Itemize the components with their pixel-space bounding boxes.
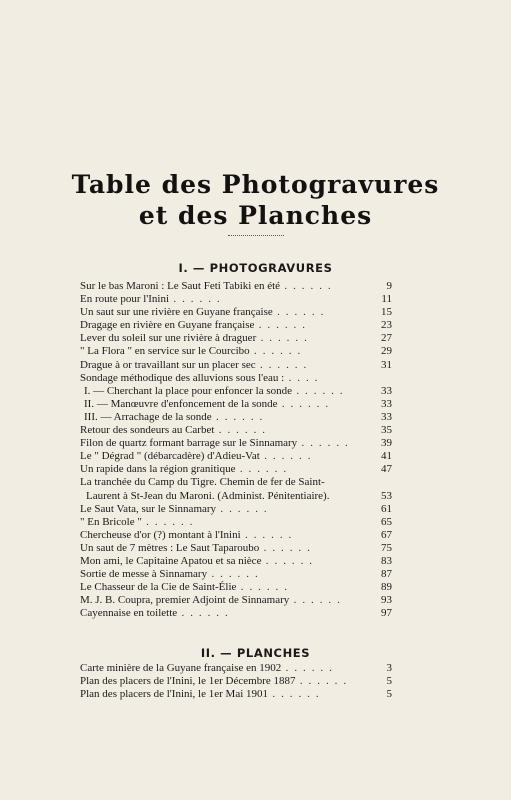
page-number: 5	[386, 675, 392, 688]
leader-dots: . . . . . .	[211, 410, 264, 423]
page-number: 97	[381, 607, 392, 620]
leader-dots: . . . . . .	[259, 450, 313, 463]
toc-entry	[80, 411, 392, 424]
entry-title: II. — Manœuvre d'enfoncement de la sonde	[84, 397, 278, 410]
leader-dots: . . . . . .	[254, 319, 307, 332]
page-number: 61	[381, 502, 392, 515]
leader-dots: . . . . . .	[177, 607, 230, 620]
entry-title: Le " Dégrad " (débarcadère) d'Adieu-Vat	[80, 450, 260, 463]
toc-entry	[80, 476, 392, 502]
divider	[228, 235, 284, 236]
entry-title: Retour des sondeurs au Carbet	[80, 424, 215, 437]
page-number: 23	[381, 319, 392, 332]
toc-entry	[80, 450, 392, 463]
page-number: 33	[381, 397, 392, 410]
page-number: 31	[381, 358, 392, 371]
entry-title: " En Bricole "	[80, 515, 142, 528]
leader-dots: . . . . . .	[259, 541, 312, 554]
leader-dots: . . . . . .	[236, 581, 289, 594]
entry-title: Sortie de messe à Sinnamary	[80, 568, 208, 581]
page-subtitle: et des Planches	[138, 201, 373, 230]
leader-dots: . . . . . .	[281, 662, 334, 674]
leader-dots: . . . . . .	[207, 568, 260, 581]
entry-title: Un saut de 7 mètres : Le Saut Taparoubo	[80, 541, 260, 554]
entry-title: " La Flora " en service sur le Courcibo	[80, 345, 250, 358]
leader-dots: . . . . . .	[277, 397, 330, 410]
leader-dots: . . . .	[284, 371, 320, 384]
toc-entry	[80, 293, 392, 306]
leader-dots: . . . . . .	[214, 424, 267, 437]
toc-entry	[80, 594, 392, 607]
toc-entry	[80, 503, 392, 516]
toc-entry	[80, 542, 392, 555]
toc-entry	[80, 581, 392, 594]
toc-entry	[80, 662, 392, 675]
entry-title: I. — Cherchant la place pour enfoncer la sonde	[84, 384, 292, 397]
toc-entry	[80, 332, 392, 345]
page-number: 33	[381, 384, 392, 397]
entry-title: Carte minière de la Guyane française en 1902	[80, 662, 282, 674]
toc-entry	[80, 424, 392, 437]
entry-title: Plan des placers de l'Inini, le 1er Décembre 1887	[80, 675, 296, 688]
leader-dots: . . . . . .	[216, 502, 269, 515]
toc-entry	[80, 568, 392, 581]
toc-entry	[80, 306, 392, 319]
leader-dots: . . . . . .	[280, 280, 333, 292]
leader-dots: . . . . . .	[249, 345, 302, 358]
leader-dots: . . . . . .	[169, 293, 222, 306]
toc-entry	[80, 675, 392, 688]
entry-title: Chercheuse d'or (?) montant à l'Inini	[80, 528, 241, 541]
leader-dots: . . . . . .	[297, 437, 350, 450]
entry-title: Drague à or travaillant sur un placer sec	[80, 358, 256, 371]
leader-dots: . . . . . .	[256, 332, 309, 345]
page-number: 67	[381, 528, 392, 541]
entry-title-continued: Laurent à St-Jean du Maroni. (Administ. Pénitentiaire).	[86, 489, 330, 502]
entry-title: La tranchée du Camp du Tigre. Chemin de fer de Saint-	[80, 476, 325, 489]
entry-title: Filon de quartz formant barrage sur le Sinnamary	[80, 437, 298, 450]
entry-title: M. J. B. Coupra, premier Adjoint de Sinnamary	[80, 594, 290, 607]
page-number: 11	[381, 293, 392, 306]
toc-entry	[80, 688, 392, 701]
leader-dots: . . . . . .	[261, 554, 314, 567]
toc-entry	[80, 529, 392, 542]
page-number: 53	[381, 489, 392, 502]
entry-title: Lever du soleil sur une rivière à draguer	[80, 332, 257, 345]
page-number: 39	[381, 437, 392, 450]
page-number: 41	[381, 450, 392, 463]
toc-entry	[80, 385, 392, 398]
page-number: 27	[381, 332, 392, 345]
toc-entry	[80, 345, 392, 358]
page-number: 35	[381, 424, 392, 437]
toc-entry	[80, 437, 392, 450]
leader-dots: . . . . . .	[289, 594, 342, 607]
photogravures-list	[80, 280, 392, 620]
entry-title: III. — Arrachage de la sonde	[84, 410, 212, 423]
leader-dots: . . . . . .	[268, 688, 321, 701]
page-number: 93	[381, 594, 392, 607]
entry-title: Un saut sur une rivière en Guyane française	[80, 306, 273, 319]
planches-list	[80, 662, 392, 701]
page-number: 3	[386, 662, 392, 674]
toc-entry	[80, 359, 392, 372]
page-number: 33	[381, 410, 392, 423]
entry-title: Dragage en rivière en Guyane française	[80, 319, 255, 332]
toc-entry	[80, 555, 392, 568]
entry-title: Mon ami, le Capitaine Apatou et sa nièce	[80, 554, 262, 567]
page-number: 29	[381, 345, 392, 358]
toc-entry	[80, 516, 392, 529]
page-number: 75	[381, 541, 392, 554]
leader-dots: . . . . . .	[255, 358, 308, 371]
page-title: Table des Photogravures	[71, 170, 440, 199]
entry-title: Un rapide dans la région granitique	[80, 463, 236, 476]
toc-entry	[80, 607, 392, 620]
toc-entry	[80, 319, 392, 332]
section-heading-photogravures: I. — PHOTOGRAVURES	[178, 261, 333, 275]
section-heading-planches: II. — PLANCHES	[200, 646, 311, 660]
leader-dots: . . . . . .	[235, 463, 288, 476]
leader-dots: . . . . . .	[272, 306, 325, 319]
page-number: 47	[381, 463, 392, 476]
page-number: 89	[381, 581, 392, 594]
leader-dots: . . . . . .	[295, 675, 348, 688]
page-number: 5	[386, 688, 392, 701]
entry-title: Le Saut Vata, sur le Sinnamary	[80, 502, 217, 515]
toc-entry	[80, 372, 392, 385]
entry-title: Cayennaise en toilette	[80, 607, 178, 620]
page-number: 83	[381, 554, 392, 567]
entry-title: Plan des placers de l'Inini, le 1er Mai 1901	[80, 688, 269, 701]
leader-dots: . . . . . .	[292, 384, 345, 397]
entry-title: Sur le bas Maroni : Le Saut Feti Tabiki en été	[80, 280, 281, 292]
page-number: 9	[386, 280, 392, 292]
toc-entry	[80, 280, 392, 293]
page-number: 15	[381, 306, 392, 319]
entry-title: Sondage méthodique des alluvions sous l'eau :	[80, 371, 285, 384]
leader-dots: . . . . . .	[240, 528, 293, 541]
leader-dots: . . . . . .	[141, 515, 195, 528]
toc-entry	[80, 463, 392, 476]
page-number: 87	[381, 568, 392, 581]
page-number: 65	[381, 515, 392, 528]
entry-title: Le Chasseur de la Cie de Saint-Élie	[80, 581, 237, 594]
toc-entry	[80, 398, 392, 411]
entry-title: En route pour l'Inini	[80, 293, 170, 306]
